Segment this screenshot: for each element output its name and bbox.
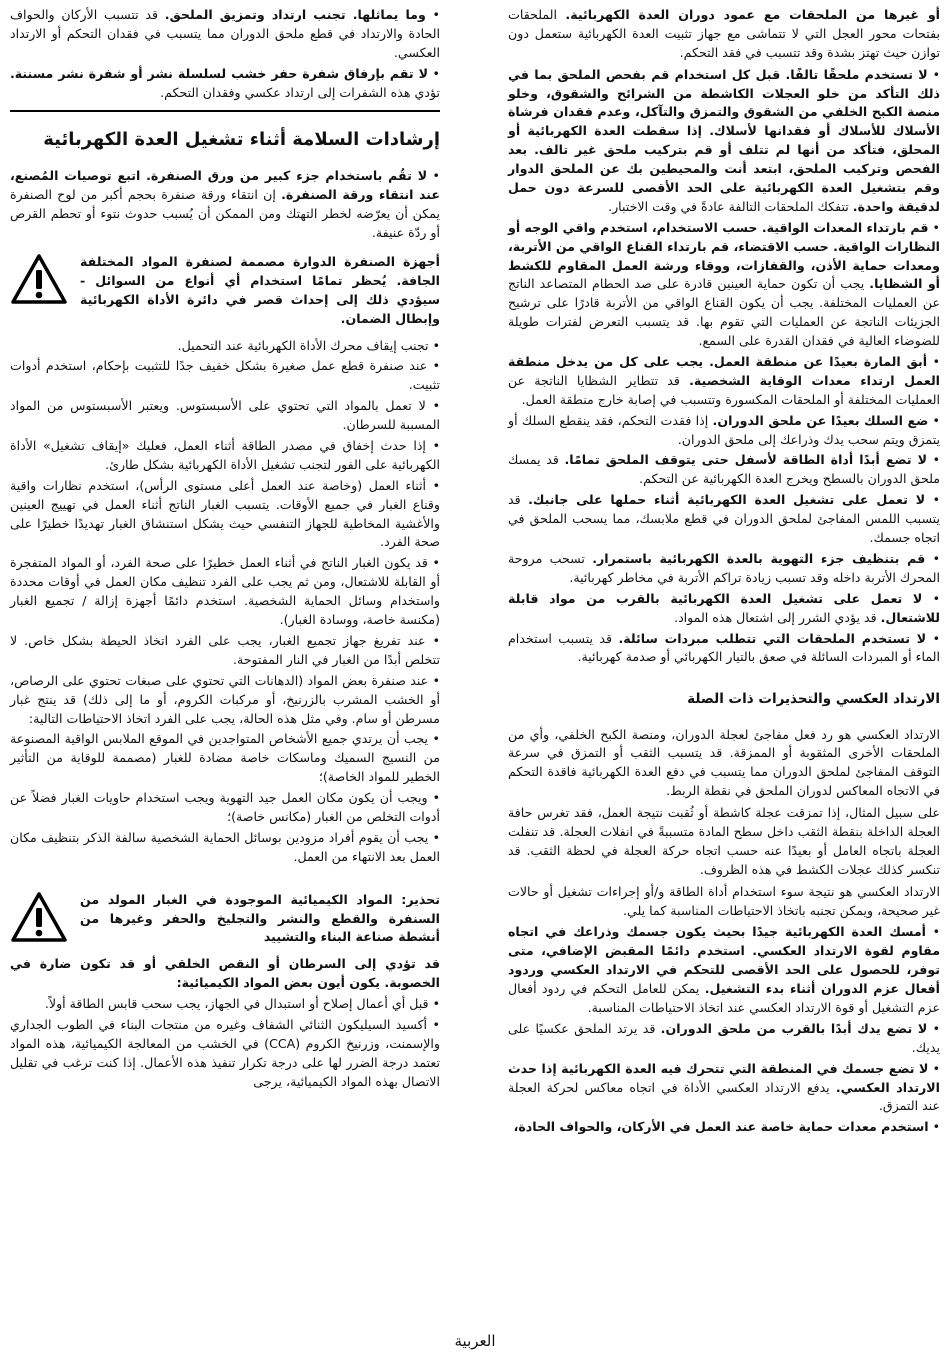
list-item: • لا تعمل على تشغيل العدة الكهربائية أثناء حملها على جانبك. قد يتسبب اللمس المفاجئ لملحق الدوران في قطع ملابسك، مما يسحب الملحق في اتجاه جسمك. — [508, 492, 941, 546]
bullet-mark: • — [925, 492, 941, 508]
paragraph: على سبيل المثال، إذا تمزقت عجلة كاشطة أو ثُقبت نتيجة العمل، فقد تغرس حافة العجلة الداخلة بنقطة الثقب داخل سطح المادة متسببةً في انفلات العجلة. قد تنفلت العجلة باتجاه العامل أو بعيدًا عنه حسب اتجاه حركة العجلة في لحظة الثقب. قد تنكسر كذلك عجلات الكشط في هذه الظروف. — [508, 805, 940, 877]
bullet-mark: • — [926, 452, 940, 468]
bullet-mark: • — [427, 65, 440, 81]
bullet-mark: • — [428, 672, 441, 688]
paragraph: الارتداد العكسي هو رد فعل مفاجئ لعجلة الدوران، ومنصة الكبح الخلفي، وأي من الملحقات الأخرى المثقوبة أو الممزقة. قد يتسبب الثقب أو التمزق في سرعة التوقف المفاجئ لملحق الدوران مما يتسبب في دفع العدة الكهربائية فاقدة التحكم في الاتجاه المعاكس لدوران الملحق في نقطة الربط. — [508, 726, 940, 799]
list-item: • يجب أن يرتدي جميع الأشخاص المتواجدين في الموقع الملابس الواقية المصنوعة من النسيج السميك وماسكات خاصة مضادة للغبار (مصممة للوقاية من التأثير الخطير للمواد الخاصة)؛ — [10, 731, 440, 785]
bullet-mark: • — [427, 555, 440, 571]
kickback-title: الارتداد العكسي والتحذيرات ذات الصلة — [687, 691, 940, 708]
bullet-mark: • — [928, 412, 940, 428]
bullet-mark: • — [427, 790, 440, 806]
bullet-mark: • — [425, 632, 440, 648]
bullet-mark: • — [926, 630, 940, 646]
bullet-mark: • — [922, 590, 940, 606]
left-top-bullet-list — [10, 6, 440, 102]
sanding-bullet: • لا تقُم باستخدام جزء كبير من ورق الصنفرة. اتبع توصيات المُصنع، عند انتقاء ورقة الصنفرة. إن انتقاء ورقة صنفرة بحجم أكبر من لوح الصنفرة يمكن أن يعرّضه لخطر التهتك ومن الممكن أن يُسبب حدوث نتوء أو تحطم القرص أو ردّة عنيفة. — [10, 168, 440, 241]
list-item: • وما يماثلها. تجنب ارتداد وتمزيق الملحق. قد تتسبب الأركان والحواف الحادة والارتداد في قطع ملحق الدوران مما يتسبب في فقدان التحكم أو الارتداد العكسي. — [10, 7, 440, 60]
intro-text: الملحقات بفتحات محور العجل التي لا تتماشى مع جهاز تثبيت العدة الكهربائية ستعمل دون توازن حيث تهتز بشدة وقد تتسبب في فقد التحكم. — [508, 7, 940, 60]
bullet-mark: • — [427, 358, 441, 374]
list-item: • لا تقم بإرفاق شفرة حفر خشب لسلسلة نشر أو شفرة نشر مسننة. تؤدي هذه الشفرات إلى ارتداد عكسي وفقدان التحكم. — [10, 65, 440, 100]
list-item: • أكسيد السيليكون الثنائي الشفاف وغيره من منتجات البناء في الطوب الجداري والإسمنت، وزرنيخ الكروم (CCA) في الخشب من المعالجة الكيميائية، هذه المواد تعتمد درجة الضرر لها على درجة تكرار تنفيذ هذه الأعمال. إذا كنت ترغب في تقليل الاتصال بهذه المواد الكيميائية، يرجى — [10, 1016, 440, 1089]
warning-text-1: أجهزة الصنفرة الدوارة مصممة لصنفرة المواد المختلفة الجافة. يُحظر تمامًا استخدام أي أنواع من السوائل - سيؤدي ذلك إلى إحداث قصر في دائرة الأداة الكهربائية وإبطال الضمان. — [80, 254, 440, 326]
warning-triangle-icon — [10, 253, 68, 305]
bullet-mark: • — [427, 1016, 440, 1032]
list-item: • إذا حدث إخفاق في مصدر الطاقة أثناء العمل، فعليك «إيقاف تشغيل» الأداة الكهربائية على الفور لتجنب تشغيل الأداة الكهربائية بشكل طارئ. — [10, 438, 440, 472]
warning-box-2 — [10, 891, 440, 948]
list-item: • قبل أي أعمال إصلاح أو استبدال في الجهاز، يجب سحب قابس الطاقة أولاً. — [44, 996, 440, 1012]
list-item: • لا تستخدم ملحقًا تالفًا. قبل كل استخدام قم بفحص الملحق بما في ذلك التأكد من خلو العجلات الكاشطة من الشرائح والشقوق، وخلو منصة الكبح الخلفي من الشقوق والتمزق والتآكل، وعدم فقدان فرشاة الأسلاك للأسلاك أو فقدانها لأسلاك. إذا سقطت العدة الكهربائية أو المحلق، فتأكد من أنها لم تتلف أو قم بتركيب ملحق غير تالف. بعد الفحص وتركيب الملحق، ابتعد أنت والمحيطين بك عن الملحق الدوار وقم بتشغيل العدة الكهربائية على الحد الأقصى للسرعة دون حمل لدقيقة واحدة. تتفكك الملحقات التالفة عادةً في وقت الاختبار. — [508, 66, 940, 214]
bullet-mark: • — [928, 1060, 941, 1076]
bullet-mark: • — [425, 398, 440, 414]
bullet-mark: • — [925, 550, 940, 566]
warning-box-1 — [10, 253, 440, 329]
bullet-mark: • — [925, 924, 940, 940]
intro-bold: أو غيرها من الملحقات مع عمود دوران العدة الكهربائية. — [565, 7, 940, 22]
list-item: • عند صنفرة بعض المواد (الدهانات التي تحتوي على صبغات تحتوي على الرصاص، أو الخشب المشرب بالزرنيخ، أو مركبات الكروم، أو ما إلى ذلك) قد ينتج غبار مسرطن أو سام. وفي مثل هذه الحالة، يجب على الفرد اتخاذ الاحتياطات التالية: — [10, 672, 441, 726]
list-item: • لا تستخدم الملحقات التي تتطلب مبردات سائلة. قد يتسبب استخدام الماء أو المبردات السائلة في صعق بالتيار الكهربائي أو صدمة كهربائية. — [508, 630, 940, 665]
list-item: • لا تعمل بالمواد التي تحتوي على الأسبستوس. ويعتبر الأسبستوس من المواد المسببة للسرطان. — [10, 398, 440, 433]
bullet-mark: • — [928, 219, 940, 235]
warning-text-2: تحذير: المواد الكيميائية الموجودة في الغبار المولد من السنفرة والقطع والنشر والتجليخ والحفر وغيرها من أنشطة صناعة البناء والتشييد — [80, 891, 440, 945]
final-items-list — [10, 995, 440, 1091]
bullet-mark: • — [428, 829, 440, 845]
list-item: • أثناء العمل (وخاصة عند العمل أعلى مستوى الرأس)، استخدم نظارات واقية وقناع الغبار في جميع الأوقات. يتسبب الغبار الناتج أثناء العمل في تهييج العينين والأغشية المخاطية للجهاز التنفسي حيث يشكل استنشاق الغبار تهديدًا خطيرًا على صحة الفرد. — [10, 477, 440, 550]
list-item: • يجب أن يقوم أفراد مزودين بوسائل الحماية الشخصية سالفة الذكر بتنظيف مكان العمل بعد الانتهاء من العمل. — [10, 829, 440, 864]
list-item: • لا تضع يدك أبدًا بالقرب من ملحق الدوران. قد يرتد الملحق عكسيًا على يديك. — [508, 1020, 940, 1055]
right-column — [508, 6, 940, 1139]
safety-sub-items-list — [10, 730, 440, 866]
list-item: • لا تضع جسمك في المنطقة التي تتحرك فيه العدة الكهربائية إذا حدث الارتداد العكسي. يدفع الارتداد العكسي الأداة في اتجاه معاكس لحركة العجلة عند التمزق. — [508, 1060, 941, 1114]
kickback-paragraphs — [508, 726, 940, 921]
list-item: • لا تعمل على تشغيل العدة الكهربائية بالقرب من مواد قابلة للاشتعال. قد يؤدي الشرر إلى اشتعال هذه المواد. — [508, 590, 940, 625]
bullet-mark: • — [927, 66, 940, 82]
list-item: • عند تفريغ جهاز تجميع الغبار، يجب على الفرد اتخاذ الحيطة بشكل خاص. لا تتخلص أبدًا من الغبار في النار المفتوحة. — [10, 632, 440, 667]
paragraph: الارتداد العكسي هو نتيجة سوء استخدام أداة الطاقة و/أو إجراءات تشغيل أو حالات غير صحيحة، ويمكن تجنبه باتخاذ الاحتياطات المناسبة كما يلي. — [508, 883, 940, 918]
bullet-mark: • — [428, 731, 440, 747]
page-footer-language: العربية — [454, 1331, 496, 1350]
intro-paragraph — [508, 6, 940, 63]
list-item: • قم بتنظيف جزء التهوية بالعدة الكهربائية باستمرار. تسحب مروحة المحرك الأتربة داخله وقد تسبب زيادة تراكم الأتربة في مخاطر كهربائية. — [508, 550, 940, 585]
bullet-mark: • — [428, 337, 440, 353]
list-item: • عند صنفرة قطع عمل صغيرة بشكل خفيف جدًا للتثبيت بإحكام، استخدم أدوات تثبيت. — [10, 358, 441, 393]
bullet-mark: • — [426, 477, 440, 493]
bullet-mark: • — [927, 354, 941, 370]
list-item: • استخدم معدات حماية خاصة عند العمل في الأركان، والحواف الحادة، — [513, 1119, 940, 1135]
list-item: • أمسك العدة الكهربائية جيدًا بحيث يكون جسمك وذراعك في اتجاه مقاوم لقوة الارتداد العكسي. استخدم دائمًا المقبض الإضافي، متى توفر، للحصول على الحد الأقصى للتحكم في الارتداد العكسي وردود أفعال عزم الدوران أثناء بدء التشغيل. يمكن للعامل التحكم في ردود أفعال عزم التشغيل أو قوة الارتداد العكسي عند اتخاذ الاحتياطات المناسبة. — [508, 924, 940, 1015]
list-item: • أبق المارة بعيدًا عن منطقة العمل. يجب على كل من يدخل منطقة العمل ارتداء معدات الوقاية الشخصية. قد تتطاير الشظايا الناتجة عن العمليات المختلفة أو الملحقات المكسورة وتتسبب في إصابة خارج منطقة العمل. — [508, 354, 941, 407]
list-item: • لا تضع أبدًا أداة الطاقة لأسفل حتى يتوقف الملحق تمامًا. قد يمسك ملحق الدوران بالسطح ويخرج العدة الكهربائية عن التحكم. — [508, 452, 940, 487]
list-item: • ضع السلك بعيدًا عن ملحق الدوران. إذا فقدت التحكم، فقد ينقطع السلك أو يتمزق ويتم سحب يدك وذراعك إلى ملحق الدوران. — [508, 412, 940, 447]
list-item: • قد يكون الغبار الناتج في أثناء العمل خطيرًا على صحة الفرد، أو المواد المتفجرة أو القابلة للاشتعال، ومن ثم يجب على الفرد تنظيف مكان العمل في أوقات محددة واستخدام وسائل الحماية الشخصية. استخدم دائمًا أجهزة إزالة / تجميع الغبار (مكنسة خاصة، ووسادة الغبار). — [10, 555, 440, 628]
main-title: إرشادات السلامة أثناء تشغيل العدة الكهربائية — [43, 129, 440, 151]
list-item: • ويجب أن يكون مكان العمل جيد التهوية ويجب استخدام حاويات الغبار فضلاً عن أدوات التخلص من الغبار (مكانس خاصة)؛ — [10, 790, 440, 824]
bullet-mark: • — [428, 996, 440, 1012]
right-bullet-list — [508, 66, 940, 668]
warning-triangle-icon — [10, 891, 68, 943]
safety-items-list — [10, 337, 440, 729]
bullet-mark: • — [425, 7, 440, 22]
bullet-mark: • — [425, 438, 440, 454]
list-item: • تجنب إيقاف محرك الأداة الكهربائية عند التحميل. — [177, 337, 440, 353]
bullet-mark: • — [928, 1119, 940, 1135]
warning-2-continuation: قد تؤدي إلى السرطان أو النقص الخلقي أو قد تكون ضارة في الخصوبة. يكون أيون بعض المواد الكيميائية: — [10, 956, 440, 991]
bullet-mark: • — [427, 168, 440, 184]
left-column — [10, 6, 440, 1094]
kickback-bullet-list — [508, 923, 940, 1137]
bullet-mark: • — [927, 1020, 940, 1036]
section-divider — [10, 110, 440, 112]
list-item: • قم بارتداء المعدات الواقية. حسب الاستخدام، استخدم واقي الوجه أو النظارات الواقية. حسب الاقتضاء، قم بارتداء القناع الواقي من الأتربة، ومعدات حماية الأذن، والقفازات، ووقاء ورشة العمل المقاوم للكشط أو الشظايا. يجب أن تكون حماية العينين قادرة على صد الحطام المتصاعد الناتج عن العمليات المختلفة. يجب أن يكون القناع الواقي من الأتربة قادرًا على ترشيح الجزيئات الناتجة عن العمليات التي تقوم بها. قد يتسبب التعرض لفترات طويلة للضوضاء العالية في فقدان القدرة على السمع. — [508, 219, 940, 349]
